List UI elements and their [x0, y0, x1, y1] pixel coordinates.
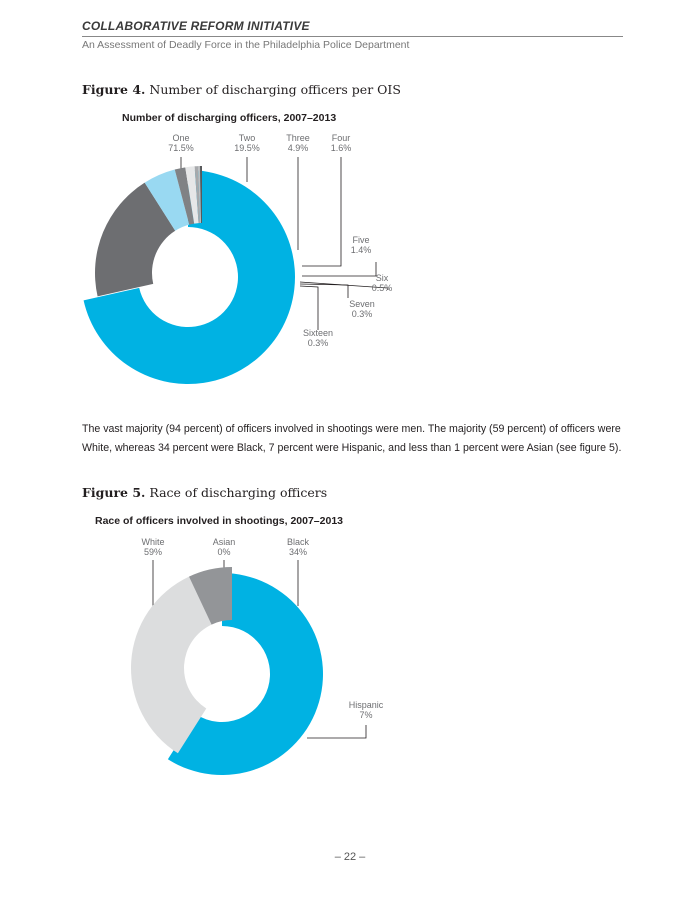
value-label-white: 59% — [143, 547, 163, 557]
label-asian: Asian — [212, 537, 236, 547]
leader-line-sixteen — [300, 286, 318, 330]
value-label-four: 1.6% — [330, 143, 352, 153]
value-label-hispanic: 7% — [359, 710, 373, 720]
label-sixteen: Sixteen — [302, 328, 334, 338]
figure-5-caption-text: Race of discharging officers — [149, 485, 328, 500]
label-seven: Seven — [349, 299, 375, 309]
leader-line-four — [302, 157, 341, 266]
running-header-subtitle: An Assessment of Deadly Force in the Philadelphia Police Department — [82, 39, 410, 51]
label-white: White — [141, 537, 165, 547]
label-hispanic: Hispanic — [348, 700, 384, 710]
value-label-five: 1.4% — [350, 245, 372, 255]
page-number: – 22 – — [334, 851, 366, 863]
label-black: Black — [286, 537, 310, 547]
label-six: Six — [375, 273, 389, 283]
label-three: Three — [286, 133, 310, 143]
leader-line-five — [302, 262, 376, 276]
chart-2-officer-race — [131, 537, 384, 775]
figure-4-caption-text: Number of discharging officers per OIS — [149, 82, 401, 97]
figure-4-number: Figure 4. — [82, 82, 146, 97]
chart-1-discharging-officers — [84, 133, 393, 384]
chart-2-title: Race of officers involved in shootings, 2007–2013 — [95, 515, 344, 527]
value-label-two: 19.5% — [234, 143, 260, 153]
figure-5-number: Figure 5. — [82, 485, 146, 500]
label-two: Two — [238, 133, 256, 143]
value-label-black: 34% — [288, 547, 308, 557]
leader-line-hispanic — [307, 725, 366, 738]
chart-1-title: Number of discharging officers, 2007–2013 — [122, 112, 337, 124]
body-paragraph: The vast majority (94 percent) of officers involved in shootings were men. The majority (59 percent) of officers were White, whereas 34 percent were Black, 7 percent were Hispanic, and less than 1 percent were Asian (see figure 5). — [82, 423, 622, 454]
value-label-three: 4.9% — [287, 143, 309, 153]
value-label-asian: 0% — [217, 547, 231, 557]
label-one: One — [172, 133, 190, 143]
value-label-one: 71.5% — [168, 143, 194, 153]
label-five: Five — [352, 235, 370, 245]
label-four: Four — [331, 133, 351, 143]
running-header-title: COLLABORATIVE REFORM INITIATIVE — [82, 19, 310, 33]
value-label-sixteen: 0.3% — [307, 338, 329, 348]
value-label-six: 0.5% — [371, 283, 393, 293]
value-label-seven: 0.3% — [351, 309, 373, 319]
